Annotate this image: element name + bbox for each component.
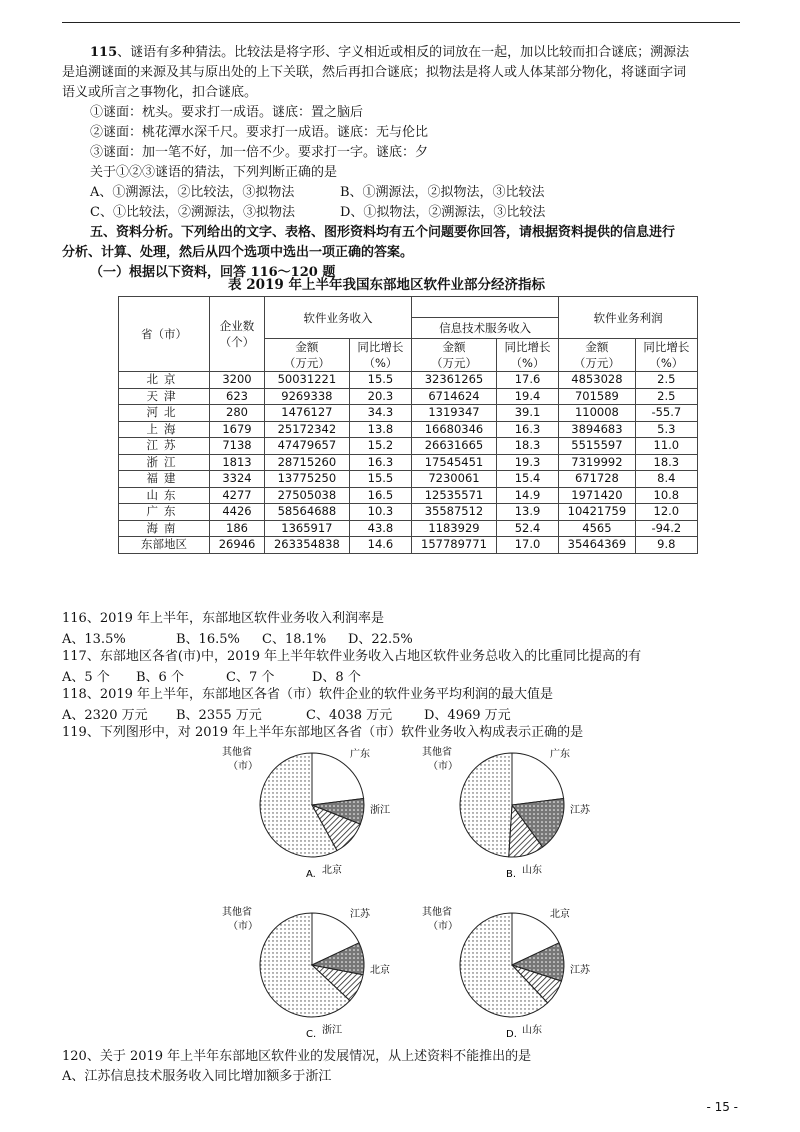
value-cell: 15.5 bbox=[349, 372, 411, 389]
header-rule bbox=[62, 22, 740, 23]
pie-label: 北京 bbox=[322, 865, 342, 876]
table-body bbox=[119, 372, 698, 554]
pie-label: 其他省 bbox=[422, 907, 452, 918]
q117-option-c[interactable]: C、7 个 bbox=[226, 670, 275, 685]
value-cell: 26631665 bbox=[412, 438, 497, 455]
q118-option-b[interactable]: B、2355 万元 bbox=[176, 708, 262, 723]
col-header-yoy: 同比增长 （%） bbox=[635, 339, 697, 372]
value-cell: -94.2 bbox=[635, 520, 697, 537]
value-cell: 3324 bbox=[210, 471, 265, 488]
q118-option-d[interactable]: D、4969 万元 bbox=[424, 708, 511, 723]
province-cell: 浙江 bbox=[119, 454, 210, 471]
q117-option-d[interactable]: D、8 个 bbox=[312, 670, 361, 685]
col-header-software-profit: 软件业务利润 bbox=[559, 297, 698, 339]
value-cell: 1476127 bbox=[265, 405, 350, 422]
value-cell: 58564688 bbox=[265, 504, 350, 521]
province-cell: 山东 bbox=[119, 487, 210, 504]
q117-option-b[interactable]: B、6 个 bbox=[136, 670, 184, 685]
value-cell: 5.3 bbox=[635, 421, 697, 438]
q118-option-c[interactable]: C、4038 万元 bbox=[306, 708, 393, 723]
table-row bbox=[119, 487, 698, 504]
q115-question: 关于①②③谜语的猜法，下列判断正确的是 bbox=[90, 165, 338, 180]
q118-stem: 118、2019 年上半年，东部地区各省（市）软件企业的软件业务平均利润的最大值是 bbox=[62, 687, 554, 702]
value-cell: 110008 bbox=[559, 405, 636, 422]
pie-slice bbox=[512, 753, 564, 805]
value-cell: 7319992 bbox=[559, 454, 636, 471]
value-cell: 9269338 bbox=[265, 388, 350, 405]
value-cell: 19.3 bbox=[496, 454, 558, 471]
q116-option-a[interactable]: A、13.5% bbox=[62, 632, 126, 647]
col-header-province: 省（市） bbox=[119, 297, 210, 372]
q115-paragraph: 115、谜语有多种猜法。比较法是将字形、字义相近或相反的词放在一起，加以比较而扣合谜底；溯源法 bbox=[90, 45, 690, 60]
pie-label: 广东 bbox=[350, 749, 370, 760]
value-cell: 1365917 bbox=[265, 520, 350, 537]
col-header-amount: 金额 （万元） bbox=[412, 339, 497, 372]
value-cell: 35464369 bbox=[559, 537, 636, 554]
value-cell: 4277 bbox=[210, 487, 265, 504]
value-cell: 17545451 bbox=[412, 454, 497, 471]
pie-caption: D. bbox=[506, 1029, 517, 1040]
table-row bbox=[119, 388, 698, 405]
table-row bbox=[119, 520, 698, 537]
province-cell: 河北 bbox=[119, 405, 210, 422]
value-cell: 1679 bbox=[210, 421, 265, 438]
value-cell: 13775250 bbox=[265, 471, 350, 488]
value-cell: 10.8 bbox=[635, 487, 697, 504]
page-number: - 15 - bbox=[706, 1100, 738, 1114]
value-cell: 8.4 bbox=[635, 471, 697, 488]
value-cell: 4426 bbox=[210, 504, 265, 521]
pie-label: 其他省 bbox=[222, 747, 252, 758]
value-cell: 13.8 bbox=[349, 421, 411, 438]
pie-caption: C. bbox=[306, 1029, 317, 1040]
pie-label: 北京 bbox=[550, 909, 570, 920]
province-cell: 天津 bbox=[119, 388, 210, 405]
value-cell: 13.9 bbox=[496, 504, 558, 521]
value-cell: 16680346 bbox=[412, 421, 497, 438]
pie-label: 山东 bbox=[522, 1025, 542, 1036]
q116-stem: 116、2019 年上半年，东部地区软件业务收入利润率是 bbox=[62, 611, 385, 626]
col-header-yoy: 同比增长 （%） bbox=[496, 339, 558, 372]
col-header-amount: 金额 （万元） bbox=[559, 339, 636, 372]
table-row bbox=[119, 454, 698, 471]
value-cell: 35587512 bbox=[412, 504, 497, 521]
value-cell: 52.4 bbox=[496, 520, 558, 537]
value-cell: 7230061 bbox=[412, 471, 497, 488]
province-cell: 北京 bbox=[119, 372, 210, 389]
pie-label: 其他省 bbox=[422, 747, 452, 758]
value-cell: 1319347 bbox=[412, 405, 497, 422]
value-cell: 28715260 bbox=[265, 454, 350, 471]
table-row bbox=[119, 421, 698, 438]
value-cell: 39.1 bbox=[496, 405, 558, 422]
table-row bbox=[119, 405, 698, 422]
value-cell: 17.6 bbox=[496, 372, 558, 389]
value-cell: 16.5 bbox=[349, 487, 411, 504]
riddle-1: ①谜面：枕头。要求打一成语。谜底：置之脑后 bbox=[90, 105, 364, 120]
table-row bbox=[119, 438, 698, 455]
value-cell: 5515597 bbox=[559, 438, 636, 455]
q117-option-a[interactable]: A、5 个 bbox=[62, 670, 110, 685]
value-cell: 186 bbox=[210, 520, 265, 537]
province-cell: 东部地区 bbox=[119, 537, 210, 554]
value-cell: 263354838 bbox=[265, 537, 350, 554]
economic-indicators-table bbox=[118, 296, 698, 554]
pie-label: 其他省 bbox=[222, 907, 252, 918]
value-cell: -55.7 bbox=[635, 405, 697, 422]
value-cell: 15.5 bbox=[349, 471, 411, 488]
value-cell: 1971420 bbox=[559, 487, 636, 504]
q116-option-b[interactable]: B、16.5% bbox=[176, 632, 240, 647]
value-cell: 19.4 bbox=[496, 388, 558, 405]
q116-option-c[interactable]: C、18.1% bbox=[262, 632, 327, 647]
value-cell: 20.3 bbox=[349, 388, 411, 405]
value-cell: 2.5 bbox=[635, 388, 697, 405]
value-cell: 18.3 bbox=[496, 438, 558, 455]
pie-label: （市） bbox=[228, 761, 258, 772]
q120-stem: 120、关于 2019 年上半年东部地区软件业的发展情况，从上述资料不能推出的是 bbox=[62, 1049, 532, 1064]
value-cell: 3200 bbox=[210, 372, 265, 389]
q117-stem: 117、东部地区各省(市)中，2019 年上半年软件业务收入占地区软件业务总收入的比重同比提高的有 bbox=[62, 649, 642, 664]
q115-option-b[interactable]: B、①溯源法，②拟物法，③比较法 bbox=[340, 185, 545, 200]
q118-option-a[interactable]: A、2320 万元 bbox=[62, 708, 148, 723]
value-cell: 50031221 bbox=[265, 372, 350, 389]
value-cell: 4565 bbox=[559, 520, 636, 537]
q115-option-c[interactable]: C、①比较法，②溯源法，③拟物法 bbox=[90, 205, 295, 220]
pie-label: 山东 bbox=[522, 865, 542, 876]
table-row bbox=[119, 471, 698, 488]
value-cell: 32361265 bbox=[412, 372, 497, 389]
pie-label: 广东 bbox=[550, 749, 570, 760]
value-cell: 7138 bbox=[210, 438, 265, 455]
value-cell: 11.0 bbox=[635, 438, 697, 455]
value-cell: 14.9 bbox=[496, 487, 558, 504]
table-title: 表 2019 年上半年我国东部地区软件业部分经济指标 bbox=[228, 277, 545, 293]
pie-label: 江苏 bbox=[350, 909, 370, 920]
pie-caption: A. bbox=[306, 869, 316, 880]
value-cell: 10.3 bbox=[349, 504, 411, 521]
pie-label: 浙江 bbox=[322, 1025, 342, 1036]
col-header-yoy: 同比增长 （%） bbox=[349, 339, 411, 372]
subsection-heading: （一）根据以下资料，回答 116～120 题 bbox=[90, 265, 336, 280]
value-cell: 2.5 bbox=[635, 372, 697, 389]
value-cell: 17.0 bbox=[496, 537, 558, 554]
value-cell: 15.2 bbox=[349, 438, 411, 455]
value-cell: 47479657 bbox=[265, 438, 350, 455]
pie-label: 浙江 bbox=[370, 805, 390, 816]
riddle-2: ②谜面：桃花潭水深千尺。要求打一成语。谜底：无与伦比 bbox=[90, 125, 429, 140]
value-cell: 4853028 bbox=[559, 372, 636, 389]
value-cell: 10421759 bbox=[559, 504, 636, 521]
table-row bbox=[119, 372, 698, 389]
value-cell: 701589 bbox=[559, 388, 636, 405]
pie-caption: B. bbox=[506, 869, 517, 880]
pie-label: （市） bbox=[428, 921, 458, 932]
value-cell: 157789771 bbox=[412, 537, 497, 554]
value-cell: 26946 bbox=[210, 537, 265, 554]
pie-slice bbox=[460, 753, 512, 857]
value-cell: 34.3 bbox=[349, 405, 411, 422]
col-header-it-service-revenue: 信息技术服务收入 bbox=[412, 318, 559, 339]
value-cell: 43.8 bbox=[349, 520, 411, 537]
pie-label: （市） bbox=[228, 921, 258, 932]
value-cell: 1183929 bbox=[412, 520, 497, 537]
value-cell: 12535571 bbox=[412, 487, 497, 504]
province-cell: 广东 bbox=[119, 504, 210, 521]
value-cell: 27505038 bbox=[265, 487, 350, 504]
pie-option-set bbox=[222, 745, 591, 1040]
value-cell: 9.8 bbox=[635, 537, 697, 554]
value-cell: 15.4 bbox=[496, 471, 558, 488]
table-row bbox=[119, 504, 698, 521]
pie-label: （市） bbox=[428, 761, 458, 772]
province-cell: 海南 bbox=[119, 520, 210, 537]
col-header-group-spacer bbox=[412, 297, 559, 318]
pie-charts-group bbox=[200, 740, 600, 1040]
pie-slice bbox=[312, 753, 364, 805]
pie-label: 江苏 bbox=[570, 965, 590, 976]
q120-option-a[interactable]: A、江苏信息技术服务收入同比增加额多于浙江 bbox=[62, 1069, 332, 1084]
value-cell: 16.3 bbox=[349, 454, 411, 471]
province-cell: 福建 bbox=[119, 471, 210, 488]
value-cell: 6714624 bbox=[412, 388, 497, 405]
province-cell: 江苏 bbox=[119, 438, 210, 455]
q116-option-d[interactable]: D、22.5% bbox=[348, 632, 413, 647]
col-header-amount: 金额 （万元） bbox=[265, 339, 350, 372]
value-cell: 14.6 bbox=[349, 537, 411, 554]
value-cell: 16.3 bbox=[496, 421, 558, 438]
pie-label: 北京 bbox=[370, 965, 390, 976]
section-heading: 五、资料分析。下列给出的文字、表格、图形资料均有五个问题要你回答，请根据资料提供的信息进行 bbox=[90, 225, 676, 240]
table-row bbox=[119, 537, 698, 554]
pie-label: 江苏 bbox=[570, 805, 590, 816]
col-header-enterprise-count: 企业数（个） bbox=[210, 297, 265, 372]
value-cell: 1813 bbox=[210, 454, 265, 471]
value-cell: 280 bbox=[210, 405, 265, 422]
value-cell: 25172342 bbox=[265, 421, 350, 438]
province-cell: 上海 bbox=[119, 421, 210, 438]
q115-paragraph-2: 是追溯谜面的来源及其与原出处的上下关联，然后再扣合谜底；拟物法是将人或人体某部分物化，将谜面字词 bbox=[62, 65, 687, 80]
value-cell: 3894683 bbox=[559, 421, 636, 438]
col-header-software-revenue: 软件业务收入 bbox=[265, 297, 412, 339]
q115-option-d[interactable]: D、①拟物法，②溯源法，③比较法 bbox=[340, 205, 546, 220]
q119-stem: 119、下列图形中，对 2019 年上半年东部地区各省（市）软件业务收入构成表示正确的是 bbox=[62, 725, 584, 740]
q115-option-a[interactable]: A、①溯源法，②比较法，③拟物法 bbox=[90, 185, 295, 200]
value-cell: 623 bbox=[210, 388, 265, 405]
q115-paragraph-3: 语义或所言之事物化，扣合谜底。 bbox=[62, 85, 258, 100]
section-heading-2: 分析、计算、处理，然后从四个选项中选出一项正确的答案。 bbox=[62, 245, 414, 260]
value-cell: 12.0 bbox=[635, 504, 697, 521]
value-cell: 671728 bbox=[559, 471, 636, 488]
value-cell: 18.3 bbox=[635, 454, 697, 471]
riddle-3: ③谜面：加一笔不好，加一倍不少。要求打一字。谜底：夕 bbox=[90, 145, 429, 160]
